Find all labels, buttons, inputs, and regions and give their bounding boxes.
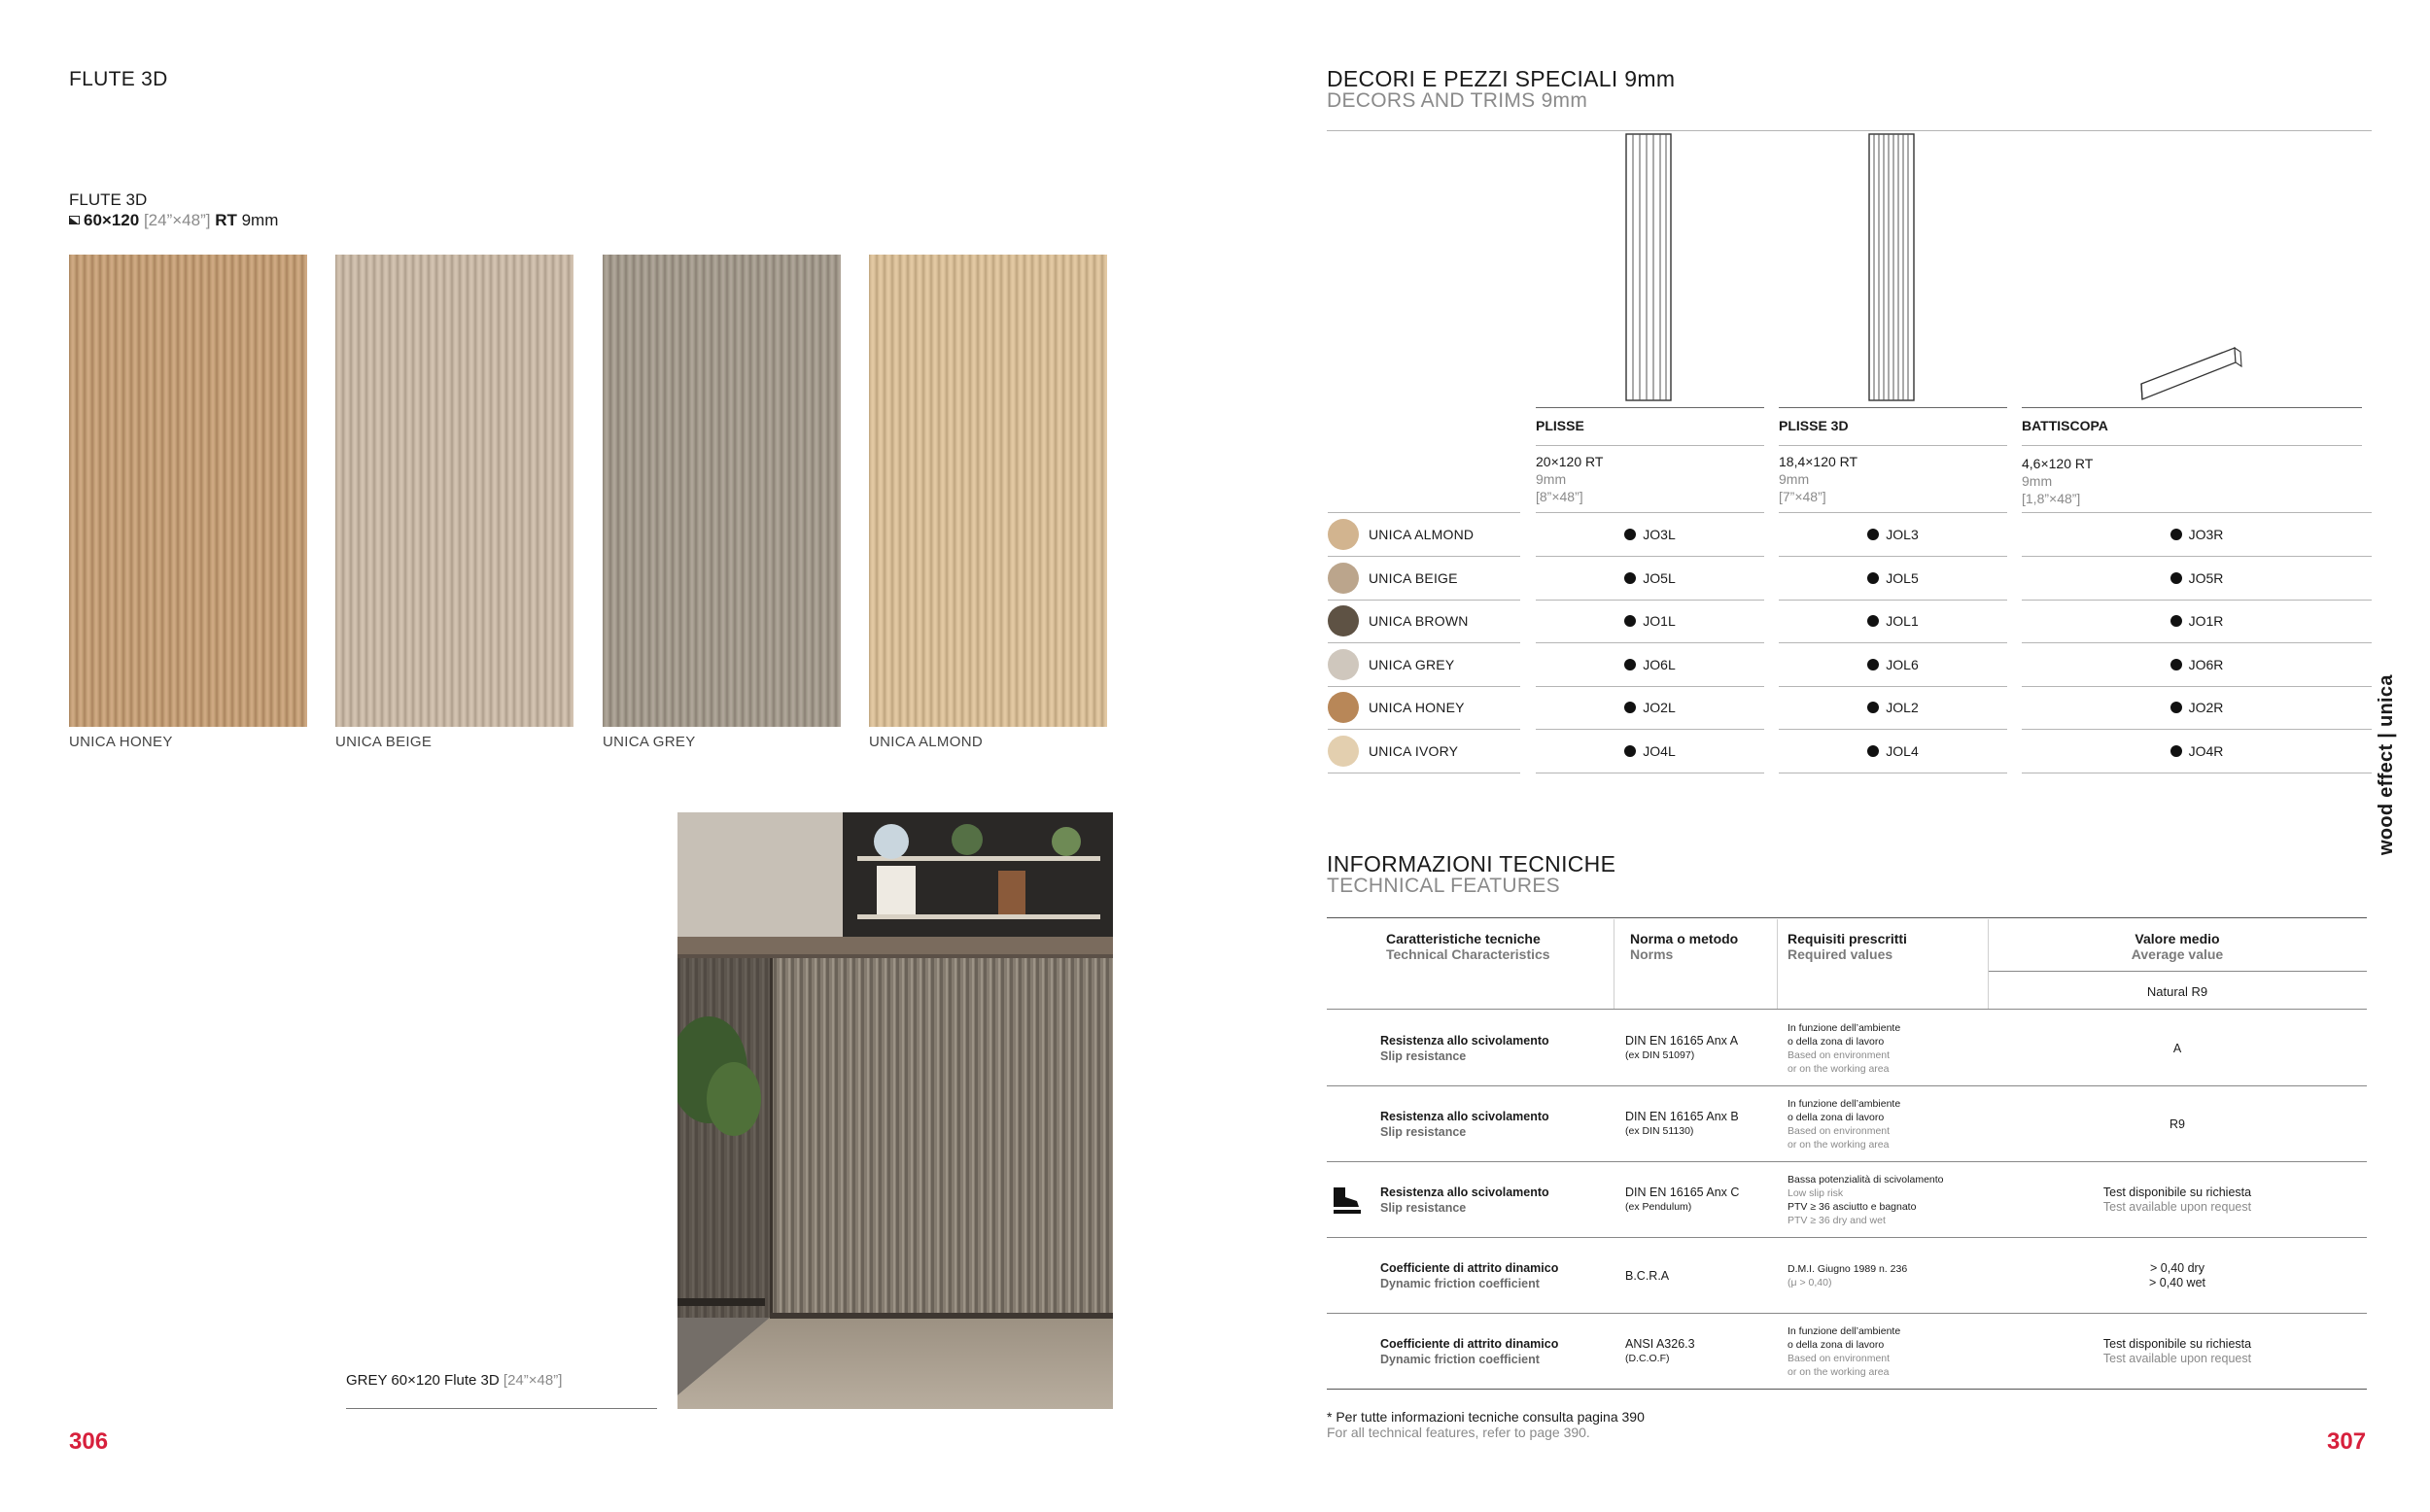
swatch-grey [603, 255, 841, 727]
product-code: JO1R [2188, 613, 2224, 629]
tech-required [1788, 1011, 1982, 1086]
product-code-cell [1536, 645, 1764, 684]
th-it: Requisiti prescritti [1788, 931, 1907, 946]
interior-illustration [677, 812, 1113, 1409]
decors-title: DECORI E PEZZI SPECIALI 9mm [1327, 66, 1676, 91]
characteristic-it: Resistenza allo scivolamento [1380, 1186, 1549, 1199]
bullet-icon [2170, 745, 2182, 757]
product-code-cell [2022, 559, 2372, 598]
tech-characteristic [1380, 1238, 1609, 1314]
tech-value [1988, 1162, 2367, 1238]
product-code: JOL2 [1886, 700, 1919, 715]
product-code: JOL5 [1886, 569, 1919, 586]
th-characteristics [1386, 931, 1550, 962]
required-it: In funzione dell’ambiente [1788, 1098, 1901, 1110]
value-it: Test disponibile su richiesta [2102, 1337, 2252, 1351]
color-name: UNICA BROWN [1369, 613, 1469, 629]
product-inch: [8”×48”] [1536, 489, 1583, 504]
required-it: o della zona di lavoro [1788, 1339, 1885, 1351]
required-it: o della zona di lavoro [1788, 1036, 1885, 1048]
row-rule [1779, 729, 2007, 730]
footnote [1327, 1409, 1645, 1440]
th-required [1788, 931, 1907, 962]
product-name: FLUTE 3D [69, 190, 148, 209]
color-swatch-dot [1328, 605, 1359, 636]
tech-norm [1625, 1011, 1771, 1086]
required-en: or on the working area [1788, 1139, 1890, 1151]
product-code: JOL3 [1886, 527, 1919, 542]
tech-required [1788, 1162, 1982, 1238]
color-swatch-dot [1328, 563, 1359, 594]
color-row-label [1328, 601, 1520, 640]
tech-required [1788, 1314, 1982, 1390]
characteristic-it: Resistenza allo scivolamento [1380, 1110, 1549, 1123]
page-number-right: 307 [2327, 1428, 2367, 1455]
plisse-3d-drawing [1866, 133, 1917, 402]
product-code: JOL4 [1886, 742, 1919, 759]
characteristic-it: Coefficiente di attrito dinamico [1380, 1337, 1559, 1351]
characteristic-en: Dynamic friction coefficient [1380, 1277, 1540, 1290]
swatch-label: UNICA GREY [603, 734, 696, 750]
characteristic-en: Slip resistance [1380, 1201, 1467, 1215]
characteristic-it: Resistenza allo scivolamento [1380, 1034, 1549, 1048]
norm-sub: (ex DIN 51097) [1625, 1049, 1695, 1061]
product-thickness: 9mm [1779, 471, 1810, 487]
page-title: FLUTE 3D [69, 68, 168, 90]
color-swatch-dot [1328, 649, 1359, 680]
photo-caption-inch: [24”×48”] [503, 1372, 563, 1389]
tech-title: INFORMAZIONI TECNICHE [1327, 851, 1616, 876]
footnote-it: * Per tutte informazioni tecniche consulta pagina 390 [1327, 1409, 1645, 1425]
column-rule [1536, 407, 1764, 408]
value-en: Test available upon request [2102, 1200, 2252, 1214]
bullet-icon [2170, 615, 2182, 627]
bullet-icon [1867, 615, 1879, 627]
swatch-beige [335, 255, 573, 727]
norm-name: ANSI A326.3 [1625, 1337, 1695, 1351]
slip-resistance-icon [1330, 1184, 1363, 1221]
product-name-battiscopa: BATTISCOPA [2022, 418, 2108, 433]
color-row-label [1328, 515, 1520, 554]
required-it: D.M.I. Giugno 1989 n. 236 [1788, 1263, 1908, 1275]
th-it: Norma o metodo [1630, 931, 1739, 946]
product-dims-battiscopa [2022, 455, 2093, 507]
color-name: UNICA GREY [1369, 656, 1455, 672]
color-row-label [1328, 688, 1520, 727]
swatch-almond [869, 255, 1107, 727]
product-code-cell [2022, 645, 2372, 684]
tech-norm [1625, 1162, 1771, 1238]
side-tab: wood effect | unica [2376, 674, 2397, 855]
product-code: JO1L [1643, 613, 1676, 629]
row-rule [2022, 600, 2372, 601]
required-en: or on the working area [1788, 1063, 1890, 1075]
required-it: In funzione dell’ambiente [1788, 1325, 1901, 1337]
norm-sub: (ex DIN 51130) [1625, 1125, 1694, 1137]
column-rule [1536, 445, 1764, 446]
value-it: > 0,40 wet [2148, 1276, 2206, 1289]
norm-name: DIN EN 16165 Anx B [1625, 1110, 1739, 1123]
row-rule [1536, 729, 1764, 730]
th-en: Required values [1788, 946, 1893, 962]
required-en: or on the working area [1788, 1366, 1890, 1378]
product-code: JO6L [1643, 656, 1676, 672]
row-rule [1328, 512, 1520, 513]
th-en: Average value [2131, 946, 2224, 962]
row-rule [2022, 512, 2372, 513]
row-rule [2022, 686, 2372, 687]
color-row-label [1328, 732, 1520, 771]
row-rule [1779, 556, 2007, 557]
th-average [1988, 931, 2367, 962]
row-rule [1536, 556, 1764, 557]
product-code: JO6R [2188, 656, 2224, 672]
th-it: Caratteristiche tecniche [1386, 931, 1541, 946]
product-code: JO3R [2188, 527, 2224, 542]
swatch-label: UNICA HONEY [69, 734, 173, 750]
page-number-left: 306 [69, 1428, 109, 1455]
bullet-icon [1624, 572, 1636, 584]
value-it: > 0,40 dry [2150, 1261, 2204, 1275]
bullet-icon [1624, 529, 1636, 540]
bullet-icon [2170, 659, 2182, 670]
swatch-label: UNICA BEIGE [335, 734, 433, 750]
tech-norm [1625, 1086, 1771, 1162]
required-en: Based on environment [1788, 1125, 1891, 1137]
color-name: UNICA ALMOND [1369, 527, 1475, 542]
swatch-label: UNICA ALMOND [869, 734, 983, 750]
required-en: (μ > 0,40) [1788, 1277, 1832, 1289]
product-code-cell [1536, 732, 1764, 771]
row-rule [1328, 729, 1520, 730]
product-inch: [1,8”×48”] [2022, 491, 2081, 506]
bullet-icon [1624, 702, 1636, 713]
product-dims-plisse-3d [1779, 453, 1857, 505]
color-row-label [1328, 645, 1520, 684]
tech-characteristic [1380, 1314, 1609, 1390]
row-rule [1536, 642, 1764, 643]
required-extra-en: PTV ≥ 36 dry and wet [1788, 1215, 1886, 1226]
row-rule [1779, 686, 2007, 687]
color-name: UNICA IVORY [1369, 742, 1459, 759]
product-code-cell [2022, 732, 2372, 771]
product-code-cell [1536, 688, 1764, 727]
bullet-icon [1867, 702, 1879, 713]
characteristic-en: Slip resistance [1380, 1125, 1467, 1139]
col-sep [1777, 919, 1778, 1009]
tech-header-rule [1327, 1009, 2367, 1010]
row-rule [2022, 642, 2372, 643]
row-rule [1779, 600, 2007, 601]
product-code-cell [1779, 732, 2007, 771]
product-code: JOL6 [1886, 656, 1919, 672]
product-size: 4,6×120 RT [2022, 456, 2094, 471]
format-icon [69, 216, 80, 224]
battiscopa-drawing [2138, 343, 2245, 403]
norm-sub: (ex Pendulum) [1625, 1201, 1692, 1213]
norm-name: B.C.R.A [1625, 1268, 1670, 1283]
characteristic-en: Dynamic friction coefficient [1380, 1353, 1540, 1366]
row-rule [1779, 642, 2007, 643]
column-rule [1779, 445, 2007, 446]
row-rule [1328, 556, 1520, 557]
photo-caption-main: GREY 60×120 Flute 3D [346, 1372, 500, 1389]
tech-value [1988, 1238, 2367, 1314]
norm-name: DIN EN 16165 Anx A [1625, 1034, 1739, 1048]
product-size: 18,4×120 RT [1779, 454, 1858, 469]
column-rule [2022, 407, 2362, 408]
product-code-cell [2022, 515, 2372, 554]
tech-row-rule [1327, 1389, 2367, 1390]
column-rule [2022, 445, 2362, 446]
th-it: Valore medio [2135, 931, 2220, 946]
product-code: JO3L [1643, 527, 1676, 542]
product-code-cell [2022, 601, 2372, 640]
decors-subtitle: DECORS AND TRIMS 9mm [1327, 89, 1588, 112]
tech-value [1988, 1314, 2367, 1390]
bullet-icon [1624, 745, 1636, 757]
product-code-cell [1536, 601, 1764, 640]
product-code-cell [1779, 688, 2007, 727]
tech-characteristic [1380, 1011, 1609, 1086]
product-label [69, 189, 278, 230]
product-code: JO2L [1643, 700, 1676, 715]
bullet-icon [1867, 745, 1879, 757]
th-finish: Natural R9 [2146, 984, 2208, 999]
swatch-honey [69, 255, 307, 727]
row-rule [2022, 729, 2372, 730]
row-rule [1328, 642, 1520, 643]
th-sub-rule [1988, 971, 2367, 972]
decors-rule [1327, 130, 2372, 131]
product-code: JO4R [2188, 742, 2224, 759]
col-sep [1988, 919, 1989, 1009]
tech-value [1988, 1011, 2367, 1086]
value-it: A [2172, 1041, 2182, 1055]
required-it: Bassa potenzialità di scivolamento [1788, 1174, 1944, 1186]
product-name-plisse-3d: PLISSE 3D [1779, 418, 1849, 433]
tech-characteristic [1380, 1086, 1609, 1162]
product-name-plisse: PLISSE [1536, 418, 1584, 433]
interior-photo [677, 812, 1113, 1409]
row-rule [1328, 686, 1520, 687]
bullet-icon [1867, 529, 1879, 540]
product-code: JOL1 [1886, 613, 1919, 629]
bullet-icon [1624, 615, 1636, 627]
required-it: o della zona di lavoro [1788, 1112, 1885, 1123]
tech-value [1988, 1086, 2367, 1162]
row-rule [1779, 512, 2007, 513]
product-thickness: 9mm [241, 211, 279, 229]
color-swatch-dot [1328, 692, 1359, 723]
row-rule [2022, 556, 2372, 557]
product-code-cell [1779, 515, 2007, 554]
plisse-drawing [1623, 133, 1674, 402]
product-code: JO5R [2188, 569, 2224, 586]
tech-table-top-rule [1327, 917, 2367, 918]
photo-caption [346, 1372, 562, 1389]
th-en: Technical Characteristics [1386, 946, 1550, 962]
color-swatch-dot [1328, 519, 1359, 550]
th-norms [1630, 931, 1738, 962]
product-code-cell [1536, 515, 1764, 554]
row-rule [1328, 600, 1520, 601]
tech-required [1788, 1238, 1982, 1314]
row-rule [1536, 686, 1764, 687]
value-it: R9 [2170, 1117, 2185, 1131]
bullet-icon [2170, 572, 2182, 584]
product-code: JO5L [1643, 569, 1676, 586]
color-name: UNICA BEIGE [1369, 569, 1458, 586]
product-dims-plisse [1536, 453, 1603, 505]
product-finish: RT [215, 211, 237, 229]
bullet-icon [1867, 572, 1879, 584]
bullet-icon [2170, 702, 2182, 713]
row-rule [1536, 600, 1764, 601]
caption-rule [346, 1408, 657, 1409]
th-en: Norms [1630, 946, 1674, 962]
value-en: Test available upon request [2102, 1352, 2252, 1365]
row-rule [1536, 512, 1764, 513]
product-code-cell [1779, 559, 2007, 598]
product-code: JO4L [1643, 742, 1676, 759]
tech-characteristic [1380, 1162, 1609, 1238]
product-code-cell [1779, 601, 2007, 640]
tech-norm [1625, 1314, 1771, 1390]
column-rule [1779, 407, 2007, 408]
norm-name: DIN EN 16165 Anx C [1625, 1186, 1740, 1199]
characteristic-it: Coefficiente di attrito dinamico [1380, 1261, 1559, 1275]
product-size-inch: [24”×48”] [143, 211, 211, 229]
characteristic-en: Slip resistance [1380, 1049, 1467, 1063]
product-code: JO2R [2188, 700, 2224, 715]
product-thickness: 9mm [2022, 473, 2053, 489]
bullet-icon [2170, 529, 2182, 540]
norm-sub: (D.C.O.F) [1625, 1353, 1670, 1364]
bullet-icon [1624, 659, 1636, 670]
required-en: Based on environment [1788, 1353, 1891, 1364]
tech-subtitle: TECHNICAL FEATURES [1327, 875, 1560, 897]
required-en: Low slip risk [1788, 1187, 1844, 1199]
footnote-en: For all technical features, refer to page 390. [1327, 1425, 1590, 1440]
color-row-label [1328, 559, 1520, 598]
tech-norm [1625, 1238, 1771, 1314]
product-size: 20×120 RT [1536, 454, 1604, 469]
product-size: 60×120 [84, 211, 140, 229]
color-swatch-dot [1328, 736, 1359, 767]
product-code-cell [2022, 688, 2372, 727]
color-name: UNICA HONEY [1369, 700, 1465, 715]
value-it: Test disponibile su richiesta [2102, 1186, 2252, 1199]
required-it: In funzione dell’ambiente [1788, 1022, 1901, 1034]
required-en: Based on environment [1788, 1049, 1891, 1061]
product-inch: [7”×48”] [1779, 489, 1826, 504]
product-code-cell [1536, 559, 1764, 598]
tech-required [1788, 1086, 1982, 1162]
bullet-icon [1867, 659, 1879, 670]
required-extra-it: PTV ≥ 36 asciutto e bagnato [1788, 1201, 1917, 1213]
product-code-cell [1779, 645, 2007, 684]
product-thickness: 9mm [1536, 471, 1567, 487]
